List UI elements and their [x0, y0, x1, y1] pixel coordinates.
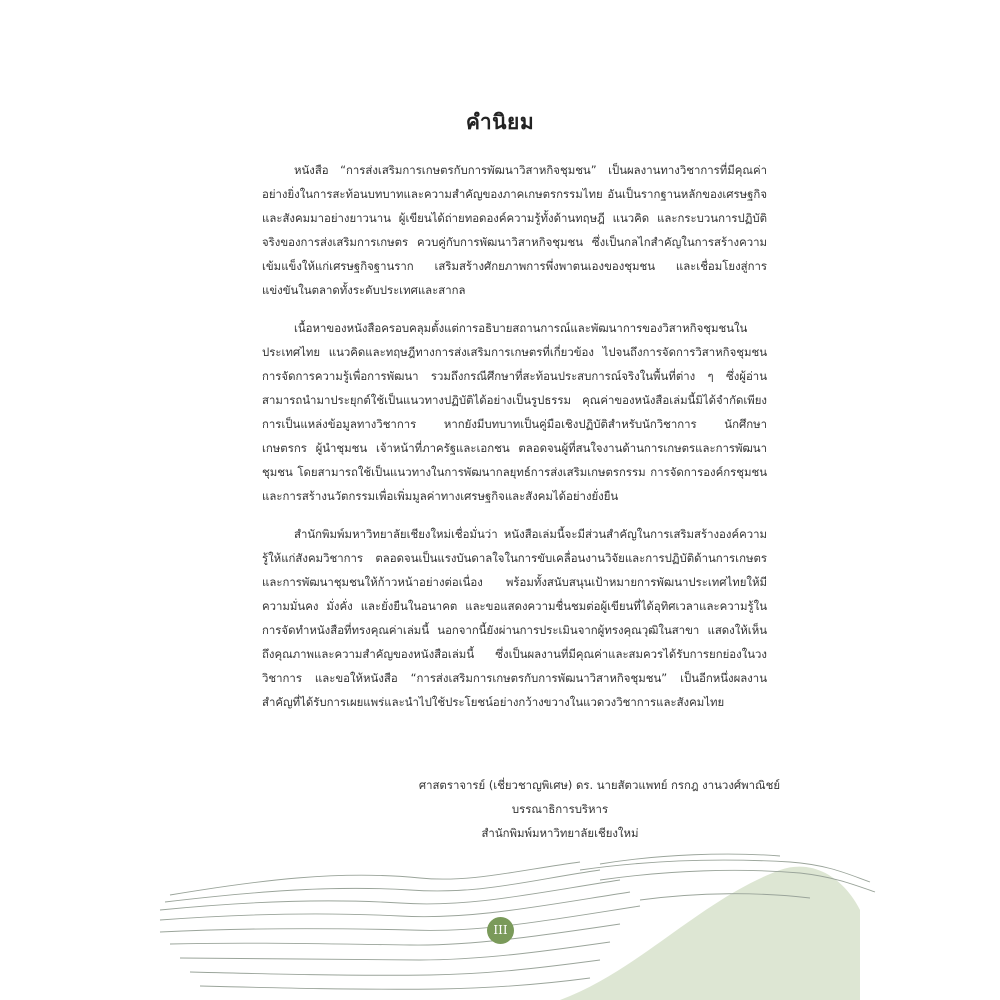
- paragraph-1: หนังสือ “การส่งเสริมการเกษตรกับการพัฒนาวิสาหกิจชุมชน” เป็นผลงานทางวิชาการที่มีคุณค่าอย่างยิ่งในการสะท้อนบทบาทและความสำคัญของภาคเกษตรกรรมไทย อันเป็นรากฐานหลักของเศรษฐกิจและสังคมมาอย่างยาวนาน ผู้เขียนได้ถ่ายทอดองค์ความรู้ทั้งด้านทฤษฎี แนวคิด และกระบวนการปฏิบัติจริงของการส่งเสริมการเกษตร ควบคู่กับการพัฒนาวิสาหกิจชุมชน ซึ่งเป็นกลไกสำคัญในการสร้างความเข้มแข็งให้แก่เศรษฐกิจฐานราก เสริมสร้างศักยภาพการพึ่งพาตนเองของชุมชน และเชื่อมโยงสู่การแข่งขันในตลาดทั้งระดับประเทศและสากล: [262, 163, 767, 297]
- body-text: [262, 158, 767, 728]
- signature-block: [340, 773, 780, 845]
- paragraph-3: สำนักพิมพ์มหาวิทยาลัยเชียงใหม่เชื่อมั่นว่า หนังสือเล่มนี้จะมีส่วนสำคัญในการเสริมสร้างองค์ความรู้ให้แก่สังคมวิชาการ ตลอดจนเป็นแรงบันดาลใจในการขับเคลื่อนงานวิจัยและการปฏิบัติด้านการเกษตรและการพัฒนาชุมชนให้ก้าวหน้าอย่างต่อเนื่อง พร้อมทั้งสนับสนุนเป้าหมายการพัฒนาประเทศไทยให้มีความมั่นคง มั่งคั่ง และยั่งยืนในอนาคต และขอแสดงความชื่นชมต่อผู้เขียนที่ได้อุทิศเวลาและความรู้ในการจัดทำหนังสือที่ทรงคุณค่าเล่มนี้ นอกจากนี้ยังผ่านการประเมินจากผู้ทรงคุณวุฒิในสาขา แสดงให้เห็นถึงคุณภาพและความสำคัญของหนังสือเล่มนี้ ซึ่งเป็นผลงานที่มีคุณค่าและสมควรได้รับการยกย่องในวงวิชาการ และขอให้หนังสือ “การส่งเสริมการเกษตรกับการพัฒนาวิสาหกิจชุมชน” เป็นอีกหนึ่งผลงานสำคัญที่ได้รับการเผยแพร่และนำไปใช้ประโยชน์อย่างกว้างขวางในแวดวงวิชาการและสังคมไทย: [262, 527, 767, 709]
- signature-organization: สำนักพิมพ์มหาวิทยาลัยเชียงใหม่: [481, 826, 639, 840]
- signature-position: บรรณาธิการบริหาร: [511, 802, 609, 816]
- green-hill-shape: [560, 867, 860, 1000]
- page-number-badge: III: [487, 917, 514, 944]
- signature-name: ศาสตราจารย์ (เชี่ยวชาญพิเศษ) ดร. นายสัตวแพทย์ กรกฎ งานวงศ์พาณิชย์: [418, 778, 780, 792]
- page-title: คำนิยม: [465, 110, 535, 134]
- paragraph-2: เนื้อหาของหนังสือครอบคลุมตั้งแต่การอธิบายสถานการณ์และพัฒนาการของวิสาหกิจชุมชนในประเทศไทย แนวคิดและทฤษฎีทางการส่งเสริมการเกษตรที่เกี่ยวข้อง ไปจนถึงการจัดการวิสาหกิจชุมชน การจัดการความรู้เพื่อการพัฒนา รวมถึงกรณีศึกษาที่สะท้อนประสบการณ์จริงในพื้นที่ต่าง ๆ ซึ่งผู้อ่านสามารถนำมาประยุกต์ใช้เป็นแนวทางปฏิบัติได้อย่างเป็นรูปธรรม คุณค่าของหนังสือเล่มนี้มิได้จำกัดเพียงการเป็นแหล่งข้อมูลทางวิชาการ หากยังมีบทบาทเป็นคู่มือเชิงปฏิบัติสำหรับนักวิชาการ นักศึกษา เกษตรกร ผู้นำชุมชน เจ้าหน้าที่ภาครัฐและเอกชน ตลอดจนผู้ที่สนใจงานด้านการเกษตรและการพัฒนาชุมชน โดยสามารถใช้เป็นแนวทางในการพัฒนากลยุทธ์การส่งเสริมเกษตรกรรม การจัดการองค์กรชุมชน และการสร้างนวัตกรรมเพื่อเพิ่มมูลค่าทางเศรษฐกิจและสังคมได้อย่างยั่งยืน: [262, 321, 767, 503]
